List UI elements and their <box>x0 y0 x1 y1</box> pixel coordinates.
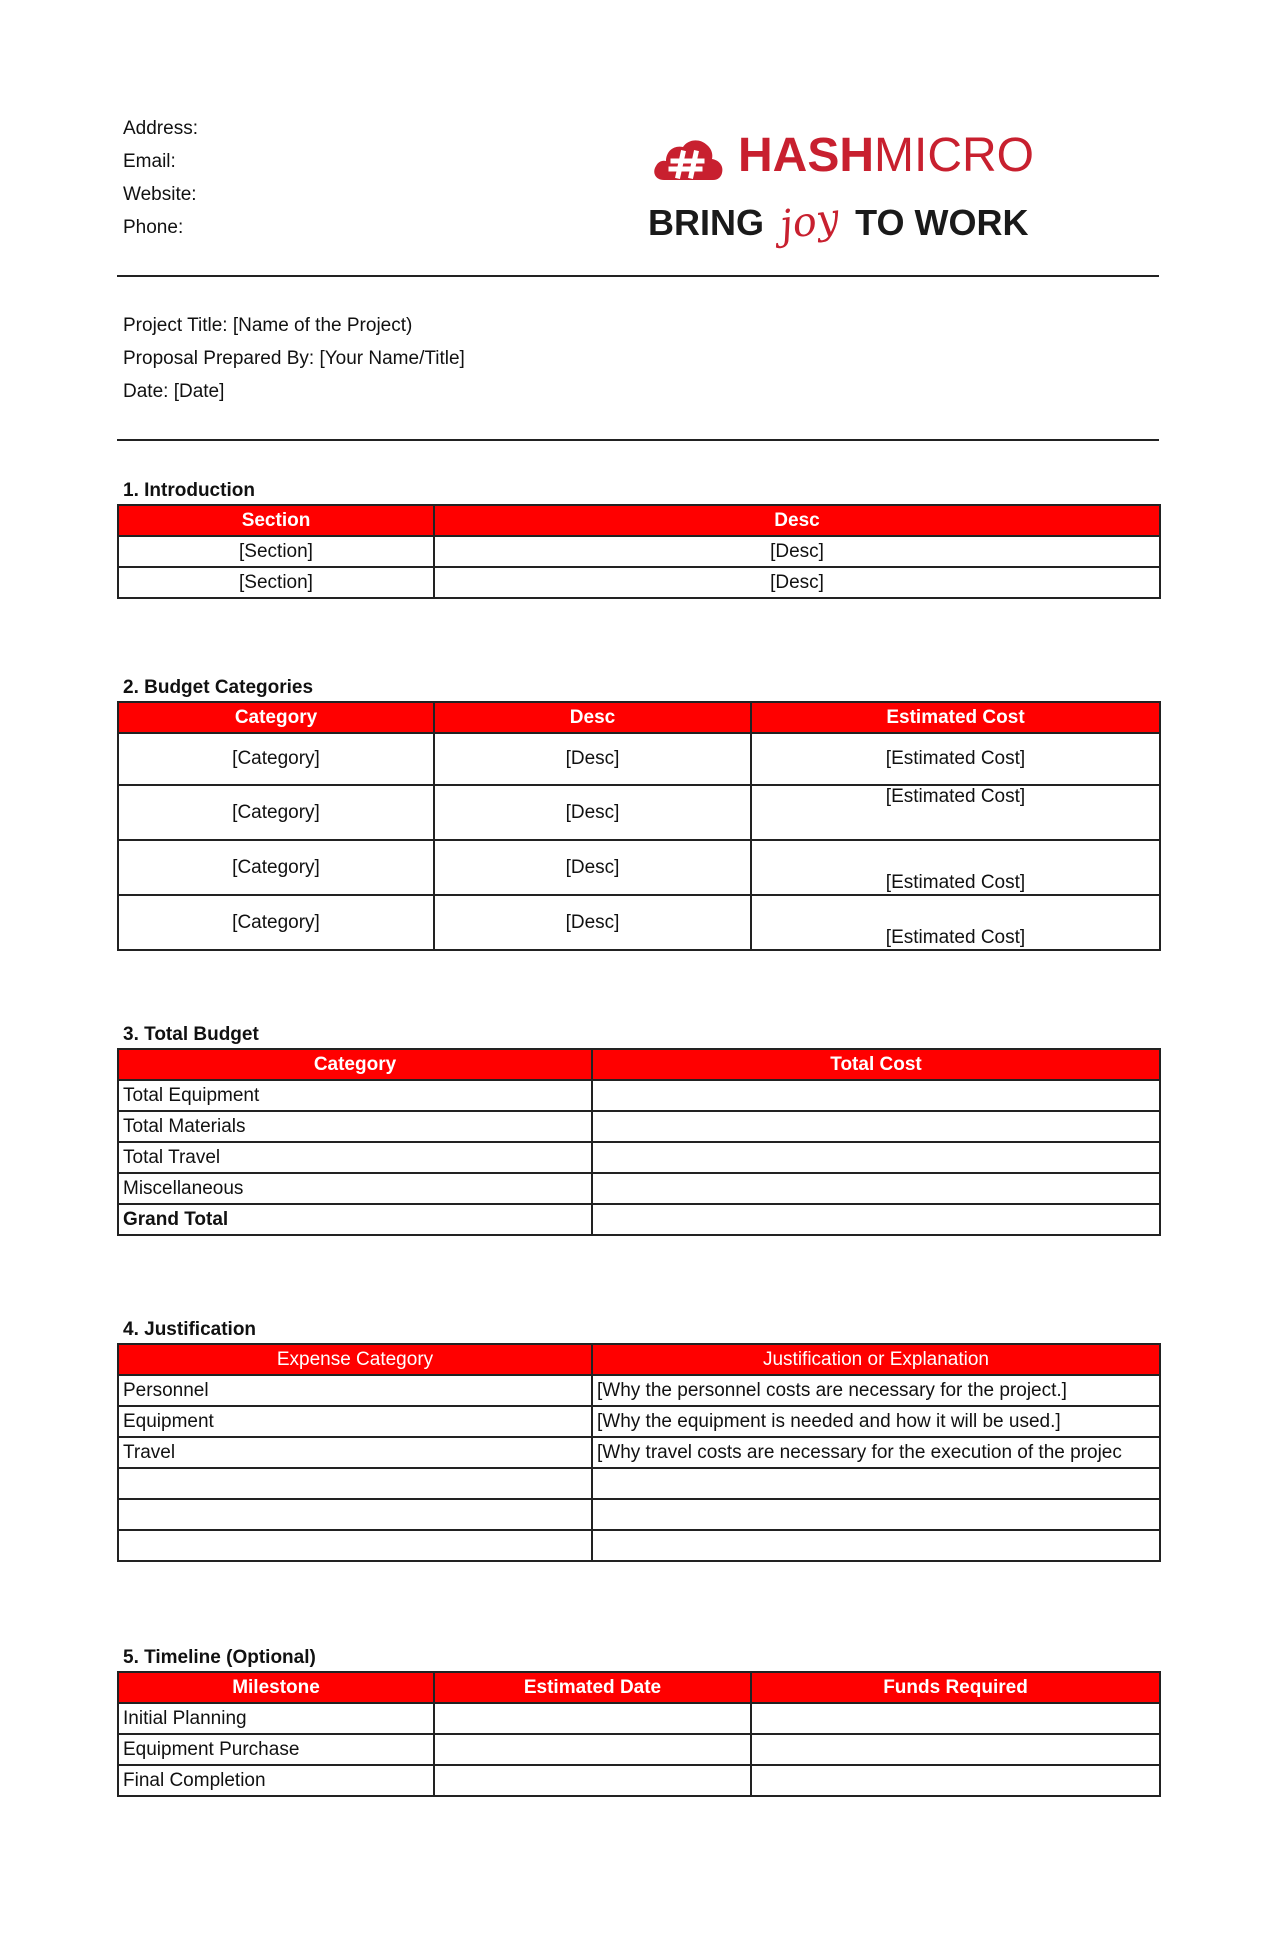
cell-estimated-cost[interactable]: [Estimated Cost] <box>751 785 1160 840</box>
cell-category[interactable]: [Category] <box>118 733 434 785</box>
cell-expense-category: Personnel <box>118 1375 592 1406</box>
cell-desc[interactable]: [Desc] <box>434 567 1160 598</box>
column-header-desc: Desc <box>434 702 751 733</box>
brand-bold: HASH <box>738 129 875 182</box>
column-header-estimated-cost: Estimated Cost <box>751 702 1160 733</box>
cell-milestone: Equipment Purchase <box>118 1734 434 1765</box>
proposal-date: Date: [Date] <box>123 381 225 402</box>
table-row <box>118 840 1160 895</box>
cell-estimated-date[interactable] <box>434 1703 751 1734</box>
cell-total-cost[interactable] <box>592 1173 1160 1204</box>
column-header-expense-category: Expense Category <box>118 1344 592 1375</box>
table-header-row <box>118 1344 1160 1375</box>
column-header-category: Category <box>118 702 434 733</box>
budget-categories-table <box>117 701 1161 951</box>
tagline-before: BRING <box>648 202 764 243</box>
cell-justification[interactable]: [Why travel costs are necessary for the execution of the projec <box>592 1437 1160 1468</box>
cell-expense-category[interactable] <box>118 1468 592 1499</box>
tagline-script: joy <box>777 195 843 249</box>
table-header-row <box>118 1049 1160 1080</box>
section-title-budget-categories: 2. Budget Categories <box>123 677 314 698</box>
table-row <box>118 1765 1160 1796</box>
divider-top <box>117 275 1159 277</box>
cell-milestone: Initial Planning <box>118 1703 434 1734</box>
table-row <box>118 1375 1160 1406</box>
table-row <box>118 567 1160 598</box>
cell-grand-total-label: Grand Total <box>118 1204 592 1235</box>
cell-category: Total Materials <box>118 1111 592 1142</box>
cell-expense-category: Equipment <box>118 1406 592 1437</box>
table-row <box>118 1080 1160 1111</box>
cell-total-cost[interactable] <box>592 1080 1160 1111</box>
table-row <box>118 733 1160 785</box>
table-row <box>118 1142 1160 1173</box>
cell-expense-category: Travel <box>118 1437 592 1468</box>
cell-estimated-cost[interactable]: [Estimated Cost] <box>751 840 1160 895</box>
cell-desc[interactable]: [Desc] <box>434 840 751 895</box>
table-row <box>118 1468 1160 1499</box>
cell-expense-category[interactable] <box>118 1530 592 1561</box>
brand-light: MICRO <box>874 129 1034 182</box>
table-row <box>118 1437 1160 1468</box>
cell-justification[interactable]: [Why the equipment is needed and how it will be used.] <box>592 1406 1160 1437</box>
cell-estimated-date[interactable] <box>434 1765 751 1796</box>
table-row <box>118 895 1160 950</box>
table-row-grand-total <box>118 1204 1160 1235</box>
cell-total-cost[interactable] <box>592 1111 1160 1142</box>
cell-justification[interactable] <box>592 1530 1160 1561</box>
column-header-milestone: Milestone <box>118 1672 434 1703</box>
column-header-desc: Desc <box>434 505 1160 536</box>
cell-total-cost[interactable] <box>592 1142 1160 1173</box>
cell-section[interactable]: [Section] <box>118 536 434 567</box>
cell-category: Total Travel <box>118 1142 592 1173</box>
cell-category[interactable]: [Category] <box>118 895 434 950</box>
cell-expense-category[interactable] <box>118 1499 592 1530</box>
section-title-total-budget: 3. Total Budget <box>123 1024 259 1045</box>
column-header-funds-required: Funds Required <box>751 1672 1160 1703</box>
section-title-introduction: 1. Introduction <box>123 480 255 501</box>
justification-table <box>117 1343 1161 1562</box>
hashmicro-logo <box>648 128 1034 258</box>
cell-section[interactable]: [Section] <box>118 567 434 598</box>
column-header-category: Category <box>118 1049 592 1080</box>
cell-grand-total-value[interactable] <box>592 1204 1160 1235</box>
table-row <box>118 785 1160 840</box>
cell-desc[interactable]: [Desc] <box>434 536 1160 567</box>
table-header-row <box>118 702 1160 733</box>
prepared-by: Proposal Prepared By: [Your Name/Title] <box>123 348 465 369</box>
cell-desc[interactable]: [Desc] <box>434 895 751 950</box>
table-row <box>118 1530 1160 1561</box>
phone-label: Phone: <box>123 217 184 238</box>
cell-funds-required[interactable] <box>751 1765 1160 1796</box>
cell-funds-required[interactable] <box>751 1734 1160 1765</box>
brand-name <box>738 128 1034 184</box>
table-header-row <box>118 1672 1160 1703</box>
cell-desc[interactable]: [Desc] <box>434 785 751 840</box>
cloud-hash-icon <box>652 134 724 182</box>
total-budget-table <box>117 1048 1161 1236</box>
cell-category[interactable]: [Category] <box>118 785 434 840</box>
column-header-total-cost: Total Cost <box>592 1049 1160 1080</box>
cell-justification[interactable] <box>592 1499 1160 1530</box>
cell-funds-required[interactable] <box>751 1703 1160 1734</box>
cell-justification[interactable]: [Why the personnel costs are necessary for the project.] <box>592 1375 1160 1406</box>
cell-estimated-cost[interactable]: [Estimated Cost] <box>751 895 1160 950</box>
table-row <box>118 1499 1160 1530</box>
table-row <box>118 1173 1160 1204</box>
website-label: Website: <box>123 184 197 205</box>
cell-justification[interactable] <box>592 1468 1160 1499</box>
timeline-table <box>117 1671 1161 1797</box>
cell-estimated-date[interactable] <box>434 1734 751 1765</box>
cell-category: Miscellaneous <box>118 1173 592 1204</box>
section-title-justification: 4. Justification <box>123 1319 257 1340</box>
cell-desc[interactable]: [Desc] <box>434 733 751 785</box>
cell-category: Total Equipment <box>118 1080 592 1111</box>
cell-estimated-cost[interactable]: [Estimated Cost] <box>751 733 1160 785</box>
section-title-timeline: 5. Timeline (Optional) <box>123 1647 316 1668</box>
column-header-justification: Justification or Explanation <box>592 1344 1160 1375</box>
table-row <box>118 1406 1160 1437</box>
table-row <box>118 1111 1160 1142</box>
tagline <box>648 195 1029 249</box>
table-header-row <box>118 505 1160 536</box>
divider-bottom <box>117 439 1159 441</box>
table-row <box>118 1734 1160 1765</box>
column-header-section: Section <box>118 505 434 536</box>
introduction-table <box>117 504 1161 599</box>
cell-milestone: Final Completion <box>118 1765 434 1796</box>
email-label: Email: <box>123 151 176 172</box>
table-row <box>118 1703 1160 1734</box>
address-label: Address: <box>123 118 198 139</box>
project-title: Project Title: [Name of the Project) <box>123 315 413 336</box>
column-header-estimated-date: Estimated Date <box>434 1672 751 1703</box>
cell-category[interactable]: [Category] <box>118 840 434 895</box>
table-row <box>118 536 1160 567</box>
tagline-after: TO WORK <box>855 202 1029 243</box>
